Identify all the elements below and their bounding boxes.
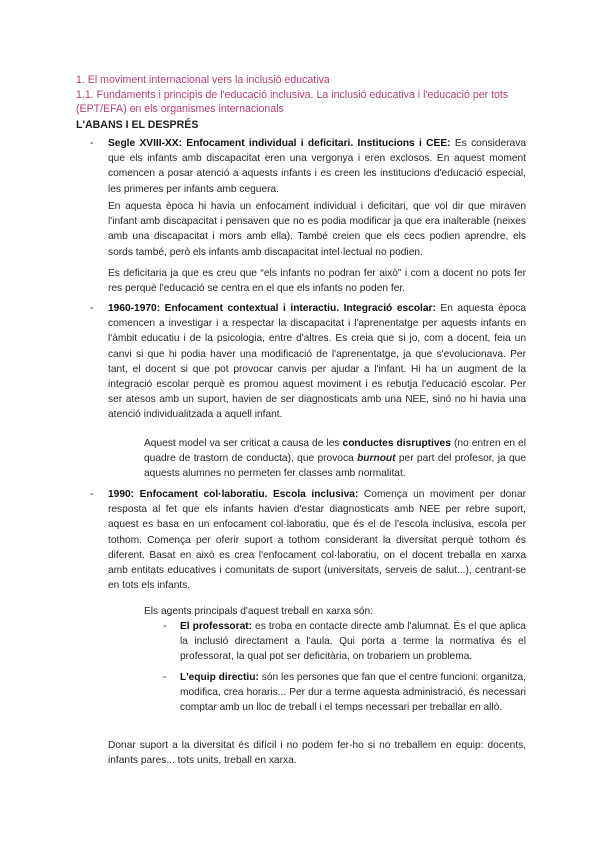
bullet-dash-1: - bbox=[90, 137, 94, 149]
heading-subsection-1-1: 1.1. Fundaments i principis de l'educació inclusiva. La inclusió educativa i l'educació per tots (EPT/EFA) en els organismes internacionals bbox=[76, 89, 509, 115]
paragraph-segle-xviii bbox=[108, 136, 526, 197]
text-equip-directiu: són les persones que fan que el centre funcioni: organitza, modifica, crea horaris... Per dur a terme aquesta administració, és necessari comptar amb un lloc de treball i el temps necessari per treballar en allò. bbox=[180, 672, 526, 714]
paragraph-critica-model bbox=[144, 436, 526, 482]
term-conductes-disruptives: conductes disruptives bbox=[342, 438, 451, 449]
paragraph-deficitaria: Es deficitaria ja que es creu que “els infants no podran fer això” i com a docent no pots fer res perquè l'educació se centra en el que els infants no poden fer. bbox=[108, 268, 526, 295]
bullet-dash-5: - bbox=[163, 671, 167, 683]
bullet-dash-4: - bbox=[163, 620, 167, 632]
paragraph-1990 bbox=[108, 487, 526, 593]
label-1990: 1990: Enfocament col·laboratiu. Escola inclusiva: bbox=[108, 489, 359, 500]
text-professorat: es troba en contacte directe amb l'alumnat. És el que aplica la inclusió directament a l'aula. Qui porta a terme la normativa és el professorat, la qual pot ser deficitària, on trobariem un problema. bbox=[180, 621, 526, 663]
label-segle-xviii: Segle XVIII-XX: Enfocament individual i deficitari. Institucions i CEE: bbox=[108, 138, 451, 149]
label-professorat: El professorat: bbox=[180, 621, 253, 632]
label-1960-1970: 1960-1970: Enfocament contextual i interactiu. Integració escolar: bbox=[108, 303, 436, 314]
heading-section-1: 1. El moviment internacional vers la inclusió educativa bbox=[76, 74, 330, 86]
text-critica-a: Aquest model va ser criticat a causa de les bbox=[144, 438, 343, 449]
paragraph-agents: Els agents principals d'aquest treball en xarxa són: bbox=[144, 606, 374, 617]
bullet-dash-2: - bbox=[90, 302, 94, 314]
term-burnout: burnout bbox=[357, 453, 396, 465]
paragraph-closing: Donar suport a la diversitat és difícil i no podem fer-ho si no treballem en equip: docents, infants pares... tots units, treball en xarxa. bbox=[108, 740, 526, 767]
paragraph-equip-directiu bbox=[180, 670, 526, 716]
paragraph-enfocament-deficitari: En aquesta època hi havia un enfocament individual i deficitari, que vol dir que miraven l'infant amb discapacitat i pensaven que no es podia modificar ja que era inalterable (neixes amb una discapacitat i mors amb ella). També creien que els cecs podien aprendre, els sords també, però els infants amb discapacitat intel·lectual no podien. bbox=[108, 201, 526, 258]
paragraph-1960-1970 bbox=[108, 301, 526, 423]
text-segle-xviii-intro: Es considerava que els infants amb discapacitat eren una vergonya i eren exclosos. En aquest moment comencen a posar atenció a aquests infants i es creen les institucions d'educació especial, les primeres per infants amb ceguera. bbox=[108, 138, 526, 195]
text-critica-c: (no entren en el quadre de trastorn de conducta), que provoca bbox=[144, 438, 526, 465]
heading-abans-despres: L'ABANS I EL DESPRÉS bbox=[76, 119, 199, 131]
text-1960-1970-intro: En aquesta època comencen a investigar i a respectar la discapacitat i l'aprenentatge per aquests infants en l'àmbit educatiu i de la psicologia, entre d'altres. Es creia que si jo, com a docent, feia un canvi si que hi podia haver una modificació de l'aprenentatge, ja que s'evolucionava. Per tant, el docent si que pot provocar canvis per ajudar a l'infant. Hi ha un augment de la integració escolar perquè es promou aquest moviment i es rebutja l'educació escolar. Per ser atesos amb un suport, havien de ser diagnosticats amb una NEE, sinó no hi havia una atenció individualitzada a aquell infant. bbox=[108, 303, 526, 421]
text-1990-intro: Comença un moviment per donar resposta al fet que els infants havien d'estar diagnosticats amb NEE per rebre suport, aquest es basa en un enfocament col·laboratiu, que és el de l'escola inclusiva, escola per tothom. Comença per oferir suport a tothom considerant la diversitat perquè tothom és diferent. Basat en això es crea l'enfocament col·laboratiu, on el docent treballa en xarxa amb entitats educatives i comunitats de suport (universitats, serveis de salut...), centrant-se en tots els infants. bbox=[108, 489, 526, 592]
label-equip-directiu: L'equip directiu: bbox=[180, 672, 259, 683]
bullet-dash-3: - bbox=[90, 488, 94, 500]
paragraph-professorat bbox=[180, 619, 526, 665]
text-critica-e: per part del profesor, ja que aquests alumnes no permeten fer classes amb normalitat. bbox=[144, 453, 526, 480]
